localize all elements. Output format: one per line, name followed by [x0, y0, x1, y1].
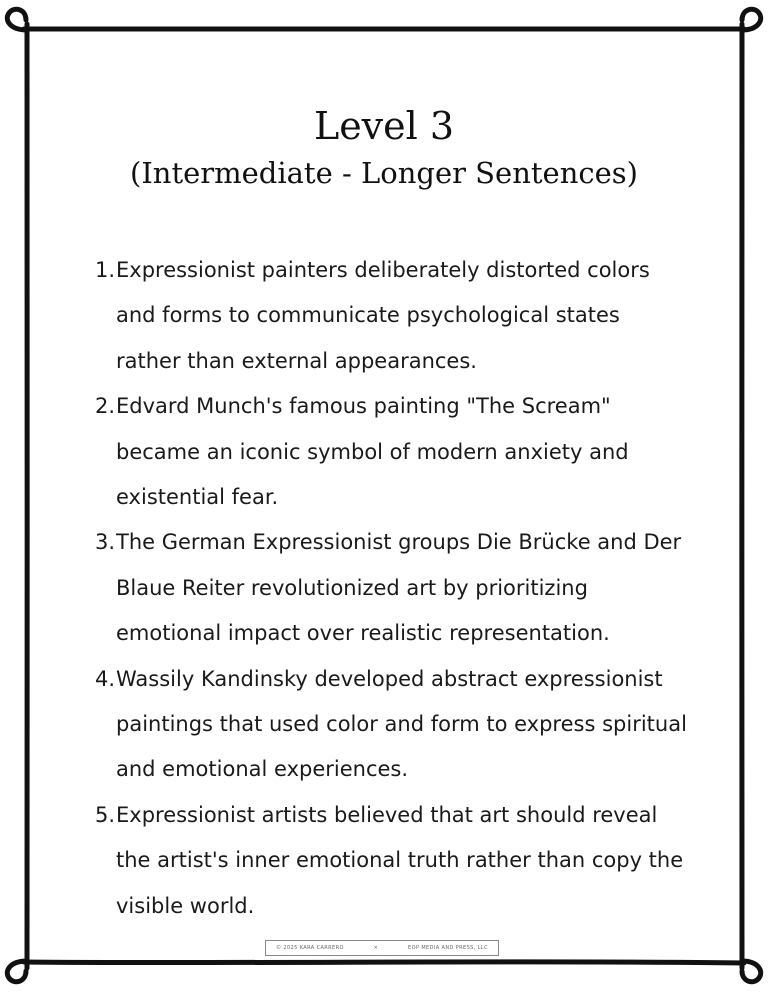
item-text: Wassily Kandinsky developed abstract expressionist paintings that used color and form to express spiritual and emotional experiences. [116, 666, 687, 782]
list-item [80, 793, 690, 929]
list-item [80, 657, 690, 793]
item-text: Expressionist artists believed that art should reveal the artist's inner emotional truth rather than copy the visible world. [116, 802, 684, 918]
list-item [80, 248, 690, 384]
item-text: Edvard Munch's famous painting "The Scream" became an iconic symbol of modern anxiety and existential fear. [116, 394, 629, 510]
footer-publisher: EOP MEDIA AND PRESS, LLC [408, 945, 488, 951]
sentence-list [80, 248, 690, 929]
item-number: 1. [94, 258, 115, 282]
list-item [80, 520, 690, 656]
footer-copyright: © 2025 KARA CARRERO [276, 945, 344, 951]
item-number: 5. [94, 802, 115, 827]
list-item [80, 384, 690, 520]
item-number: 3. [94, 530, 115, 555]
item-number: 2. [94, 394, 115, 419]
item-text: The German Expressionist groups Die Brücke and Der Blaue Reiter revolutionized art by prioritizing emotional impact over realistic representation. [116, 530, 682, 646]
page-subtitle: (Intermediate - Longer Sentences) [130, 156, 638, 190]
footer-separator: × [373, 945, 379, 951]
page-title: Level 3 [313, 104, 455, 148]
item-number: 4. [94, 666, 115, 691]
item-text: Expressionist painters deliberately distorted colors and forms to communicate psychological states rather than external appearances. [116, 258, 650, 373]
copyright-footer [265, 940, 499, 956]
